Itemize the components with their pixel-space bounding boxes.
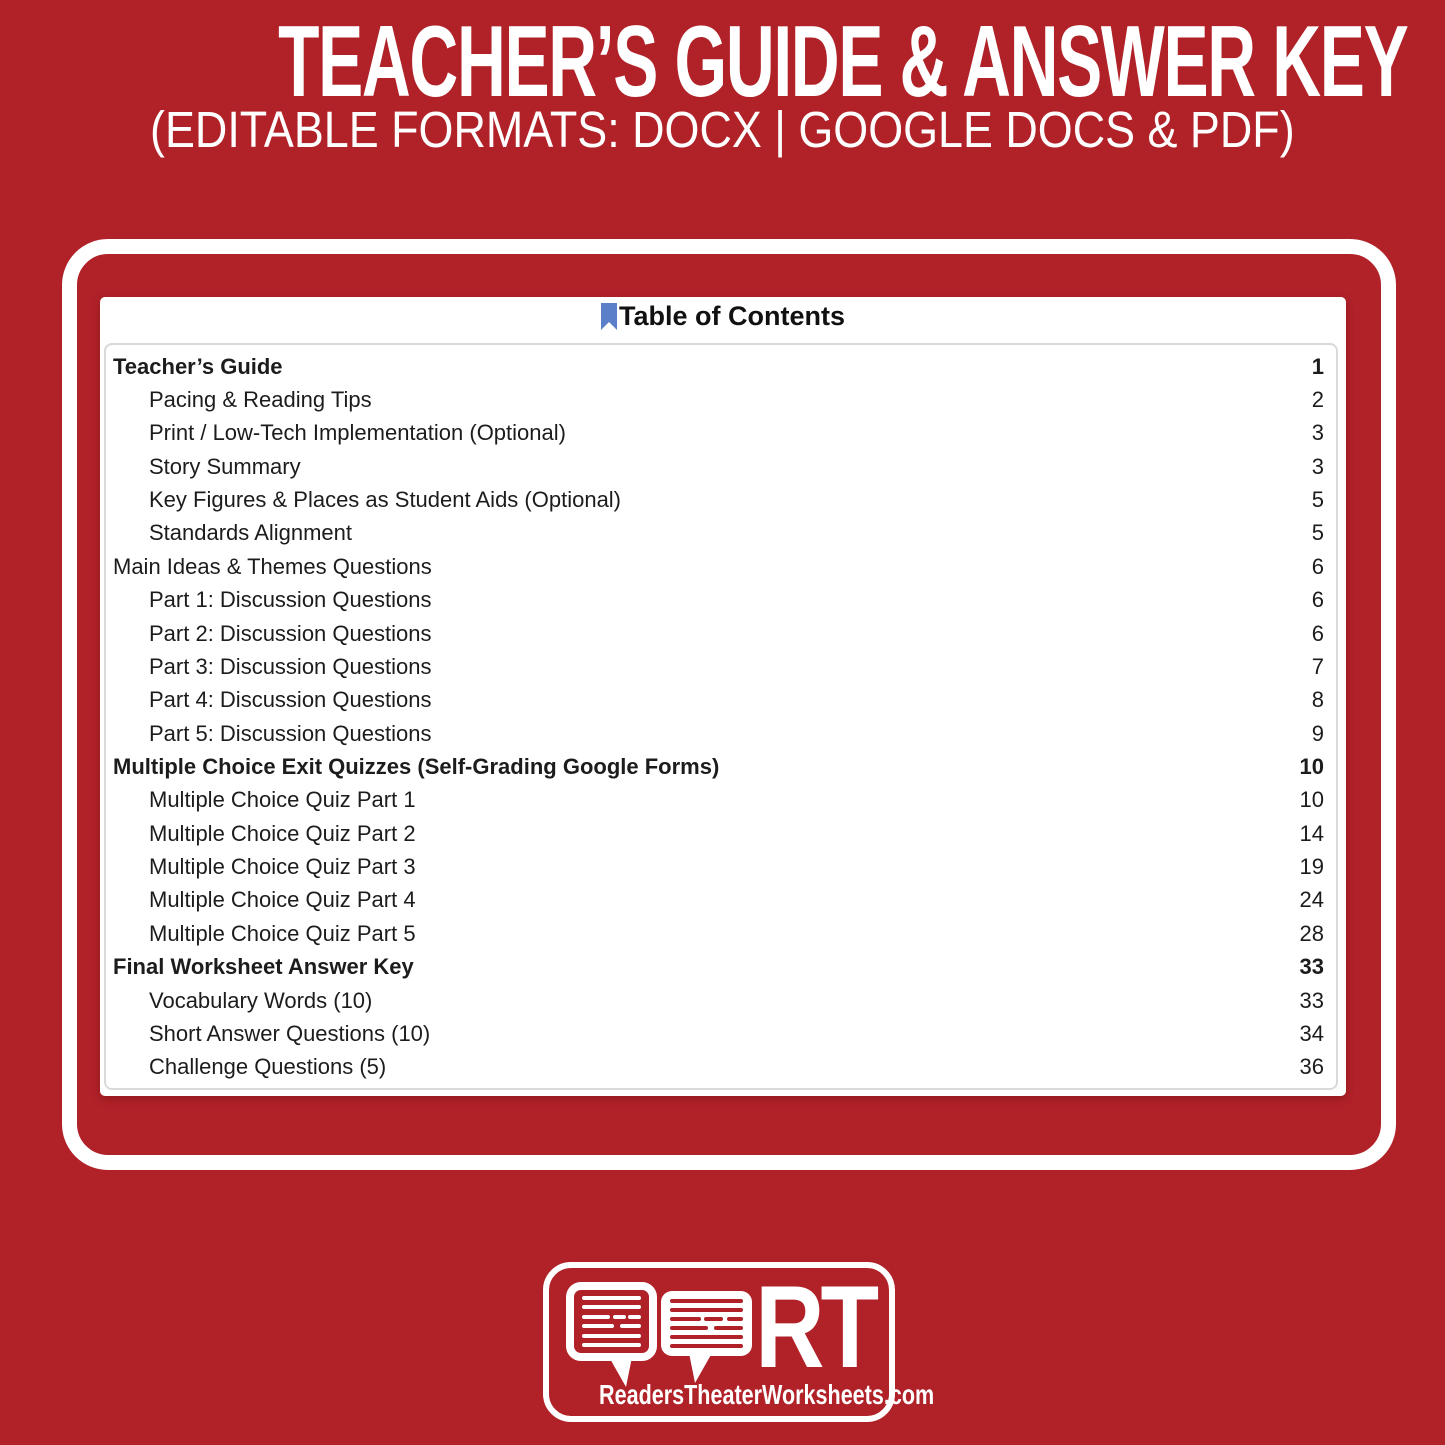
toc-entry-page-number: 33	[1299, 954, 1324, 980]
toc-entry-page-number: 5	[1311, 487, 1324, 513]
toc-entry-label: Print / Low-Tech Implementation (Optional)	[149, 420, 566, 446]
toc-entry	[106, 450, 1336, 483]
toc-entry-page-number: 34	[1299, 1020, 1324, 1046]
bookmark-icon	[601, 303, 617, 330]
toc-entry	[106, 917, 1336, 950]
logo-website-url: ReadersTheaterWorksheets.com	[599, 1379, 935, 1410]
toc-entry-label: Part 4: Discussion Questions	[149, 687, 432, 713]
toc-entry	[106, 750, 1336, 783]
toc-entry-label: Multiple Choice Quiz Part 1	[149, 787, 416, 813]
toc-entry-page-number: 3	[1311, 453, 1324, 479]
toc-entry-page-number: 6	[1311, 587, 1324, 613]
toc-entry	[106, 417, 1336, 450]
toc-entry	[106, 617, 1336, 650]
toc-entry-label: Story Summary	[149, 453, 301, 479]
toc-entry	[106, 517, 1336, 550]
toc-entry-page-number: 5	[1311, 520, 1324, 546]
table-of-contents	[104, 343, 1338, 1090]
toc-entry	[106, 850, 1336, 883]
toc-entry-label: Multiple Choice Quiz Part 5	[149, 920, 416, 946]
toc-entry-label: Main Ideas & Themes Questions	[113, 553, 432, 579]
toc-entry	[106, 584, 1336, 617]
toc-entry	[106, 884, 1336, 917]
poster-title	[0, 6, 1445, 118]
toc-entry-page-number: 1	[1311, 353, 1324, 379]
toc-entry-label: Multiple Choice Quiz Part 2	[149, 820, 416, 846]
toc-entry-label: Short Answer Questions (10)	[149, 1020, 431, 1046]
toc-entry-page-number: 2	[1311, 387, 1324, 413]
toc-entry-label: Multiple Choice Quiz Part 4	[149, 887, 416, 913]
logo-initials: RT	[755, 1261, 875, 1392]
toc-entry-page-number: 9	[1311, 720, 1324, 746]
toc-entry	[106, 483, 1336, 516]
toc-entry-page-number: 6	[1311, 553, 1324, 579]
toc-entry	[106, 650, 1336, 683]
toc-entry	[106, 1017, 1336, 1050]
toc-entry	[106, 984, 1336, 1017]
toc-entry-label: Part 2: Discussion Questions	[149, 620, 432, 646]
toc-entry-page-number: 24	[1299, 887, 1324, 913]
toc-entry-label: Teacher’s Guide	[113, 353, 283, 379]
toc-entry	[106, 550, 1336, 583]
toc-entry	[106, 350, 1336, 383]
toc-entry-label: Part 5: Discussion Questions	[149, 720, 432, 746]
poster-title-text: TEACHER’S GUIDE & ANSWER KEY	[278, 6, 1408, 118]
poster-subtitle	[0, 101, 1445, 158]
toc-entry-page-number: 28	[1299, 920, 1324, 946]
toc-entry-label: Final Worksheet Answer Key	[113, 954, 414, 980]
site-logo	[543, 1261, 935, 1422]
toc-entry-page-number: 36	[1299, 1054, 1324, 1080]
toc-entry	[106, 684, 1336, 717]
toc-entry-label: Challenge Questions (5)	[149, 1054, 387, 1080]
toc-entry	[106, 784, 1336, 817]
toc-entry	[106, 950, 1336, 983]
toc-entry-label: Multiple Choice Exit Quizzes (Self-Grading Google Forms)	[113, 753, 720, 779]
toc-entry-page-number: 19	[1299, 854, 1324, 880]
toc-entry-page-number: 33	[1299, 987, 1324, 1013]
poster-subtitle-text: (EDITABLE FORMATS: DOCX | GOOGLE DOCS & PDF)	[150, 101, 1295, 158]
toc-entry-label: Multiple Choice Quiz Part 3	[149, 854, 416, 880]
toc-heading-label: Table of Contents	[619, 301, 845, 331]
toc-entry-page-number: 14	[1299, 820, 1324, 846]
toc-entry	[106, 383, 1336, 416]
toc-entry-page-number: 3	[1311, 420, 1324, 446]
toc-entry-label: Part 1: Discussion Questions	[149, 587, 432, 613]
speech-bubble-outline-icon	[566, 1282, 657, 1361]
toc-entry	[106, 717, 1336, 750]
document-page	[100, 297, 1346, 1096]
speech-bubble-filled-icon	[661, 1291, 752, 1356]
toc-entry-label: Vocabulary Words (10)	[149, 987, 373, 1013]
toc-heading	[100, 299, 1346, 333]
toc-entry-label: Key Figures & Places as Student Aids (Optional)	[149, 487, 622, 513]
toc-entry-page-number: 8	[1311, 687, 1324, 713]
toc-entry-label: Standards Alignment	[149, 520, 353, 546]
toc-entry	[106, 1051, 1336, 1084]
toc-entry-page-number: 10	[1299, 787, 1324, 813]
toc-entry-page-number: 6	[1311, 620, 1324, 646]
toc-entry-page-number: 7	[1311, 653, 1324, 679]
toc-entry-label: Pacing & Reading Tips	[149, 387, 372, 413]
toc-entry-page-number: 10	[1299, 753, 1324, 779]
toc-entry-label: Part 3: Discussion Questions	[149, 653, 432, 679]
toc-entry	[106, 817, 1336, 850]
